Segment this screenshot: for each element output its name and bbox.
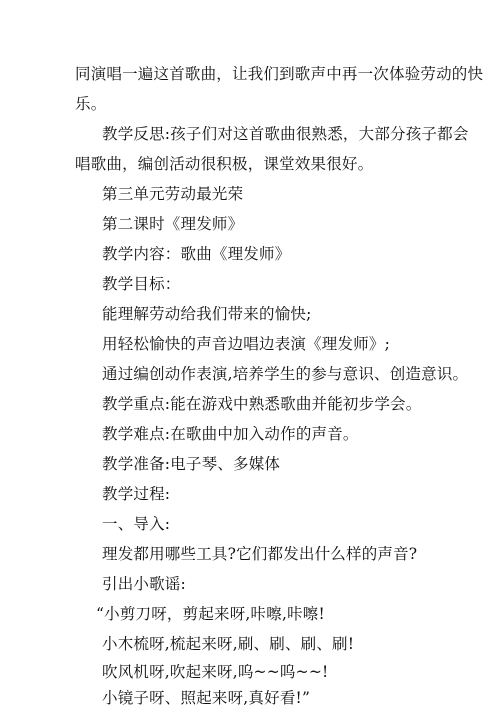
text-line: 乐。 bbox=[75, 95, 107, 113]
text-line: 教学重点:能在游戏中熟悉歌曲并能初步学会。 bbox=[102, 395, 422, 413]
text-line: 用轻松愉快的声音边唱边表演《理发师》; bbox=[102, 335, 391, 353]
rhyme-line: “小剪刀呀，剪起来呀,咔嚓,咔嚓! bbox=[96, 605, 325, 623]
section-heading: 第三单元劳动最光荣 bbox=[102, 185, 244, 203]
text-line: 同演唱一遍这首歌曲，让我们到歌声中再一次体验劳动的快 bbox=[75, 65, 484, 83]
text-line: 引出小歌谣: bbox=[102, 575, 186, 593]
text-line: 教学内容：歌曲《理发师》 bbox=[102, 245, 291, 263]
text-line: 唱歌曲，编创活动很积极，课堂效果很好。 bbox=[75, 155, 374, 173]
text-line: 教学准备:电子琴、多媒体 bbox=[102, 455, 281, 473]
rhyme-line: 小木梳呀,梳起来呀,刷、刷、刷、刷! bbox=[102, 635, 355, 653]
text-line: 教学难点:在歌曲中加入动作的声音。 bbox=[102, 425, 359, 443]
rhyme-line: 小镜子呀、照起来呀,真好看!” bbox=[102, 689, 311, 707]
text-line: 教学反思:孩子们对这首歌曲很熟悉，大部分孩子都会 bbox=[102, 125, 469, 143]
text-line: 能理解劳动给我们带来的愉快; bbox=[102, 305, 312, 323]
text-line: 教学过程: bbox=[102, 485, 171, 503]
text-line: 一、导入: bbox=[102, 515, 171, 533]
text-line: 理发都用哪些工具?它们都发出什么样的声音? bbox=[102, 545, 418, 563]
text-line: 通过编创动作表演,培养学生的参与意识、创造意识。 bbox=[102, 365, 469, 383]
lesson-heading: 第二课时《理发师》 bbox=[102, 215, 244, 233]
text-line: 教学目标： bbox=[102, 275, 181, 293]
rhyme-line: 吹风机呀,吹起来呀,呜~~呜~~! bbox=[102, 663, 329, 681]
